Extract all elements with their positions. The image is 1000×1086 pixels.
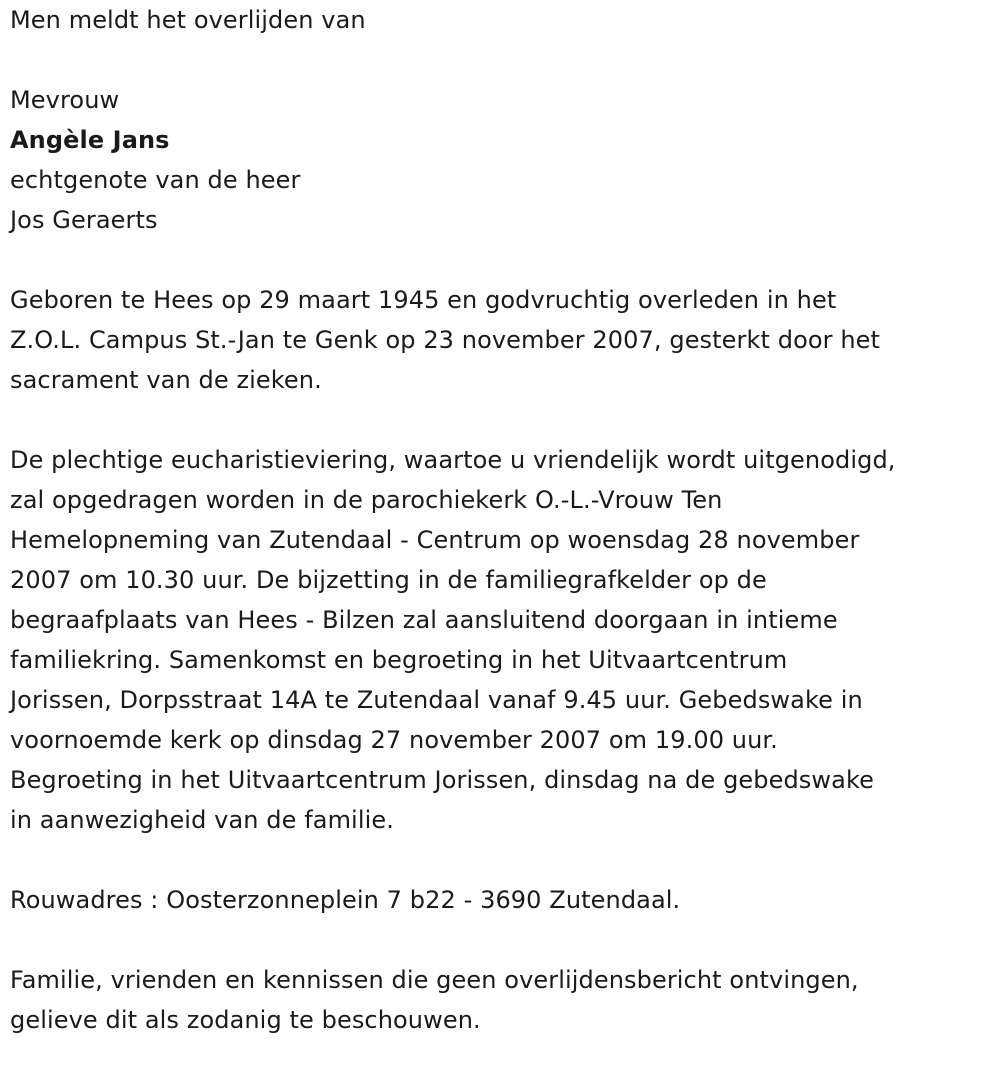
- paragraph-line: voornoemde kerk op dinsdag 27 november 2007 om 19.00 uur.: [10, 726, 778, 754]
- paragraph-line: De plechtige eucharistieviering, waartoe u vriendelijk wordt uitgenodigd,: [10, 446, 896, 474]
- paragraph-line: gelieve dit als zodanig te beschouwen.: [10, 1006, 481, 1034]
- paragraph-line: begraafplaats van Hees - Bilzen zal aansluitend doorgaan in intieme: [10, 606, 838, 634]
- paragraph-line: Hemelopneming van Zutendaal - Centrum op woensdag 28 november: [10, 526, 860, 554]
- address-line: Rouwadres : Oosterzonneplein 7 b22 - 3690 Zutendaal.: [10, 886, 681, 914]
- spacer: [10, 920, 990, 960]
- spacer: [10, 40, 990, 80]
- paragraph-line: in aanwezigheid van de familie.: [10, 806, 394, 834]
- paragraph-line: sacrament van de zieken.: [10, 366, 322, 394]
- birth-paragraph: [10, 280, 990, 400]
- paragraph-line: zal opgedragen worden in de parochiekerk O.-L.-Vrouw Ten: [10, 486, 723, 514]
- paragraph-line: Begroeting in het Uitvaartcentrum Jorissen, dinsdag na de gebedswake: [10, 766, 874, 794]
- spacer: [10, 240, 990, 280]
- paragraph-line: Jorissen, Dorpsstraat 14A te Zutendaal vanaf 9.45 uur. Gebedswake in: [10, 686, 863, 714]
- paragraph-line: 2007 om 10.30 uur. De bijzetting in de familiegrafkelder op de: [10, 566, 767, 594]
- title-prefix: Mevrouw: [10, 86, 120, 114]
- spouse-label: echtgenote van de heer: [10, 166, 301, 194]
- spacer: [10, 400, 990, 440]
- paragraph-line: Geboren te Hees op 29 maart 1945 en godvruchtig overleden in het: [10, 286, 837, 314]
- spacer: [10, 840, 990, 880]
- paragraph-line: familiekring. Samenkomst en begroeting in het Uitvaartcentrum: [10, 646, 788, 674]
- intro-text: Men meldt het overlijden van: [10, 6, 366, 34]
- obituary-notice: [10, 0, 990, 1040]
- deceased-name: Angèle Jans: [10, 126, 170, 154]
- paragraph-line: Familie, vrienden en kennissen die geen overlijdensbericht ontvingen,: [10, 966, 859, 994]
- spouse-name: Jos Geraerts: [10, 206, 158, 234]
- ceremony-paragraph: [10, 440, 990, 840]
- closing-paragraph: [10, 960, 990, 1040]
- paragraph-line: Z.O.L. Campus St.-Jan te Genk op 23 november 2007, gesterkt door het: [10, 326, 881, 354]
